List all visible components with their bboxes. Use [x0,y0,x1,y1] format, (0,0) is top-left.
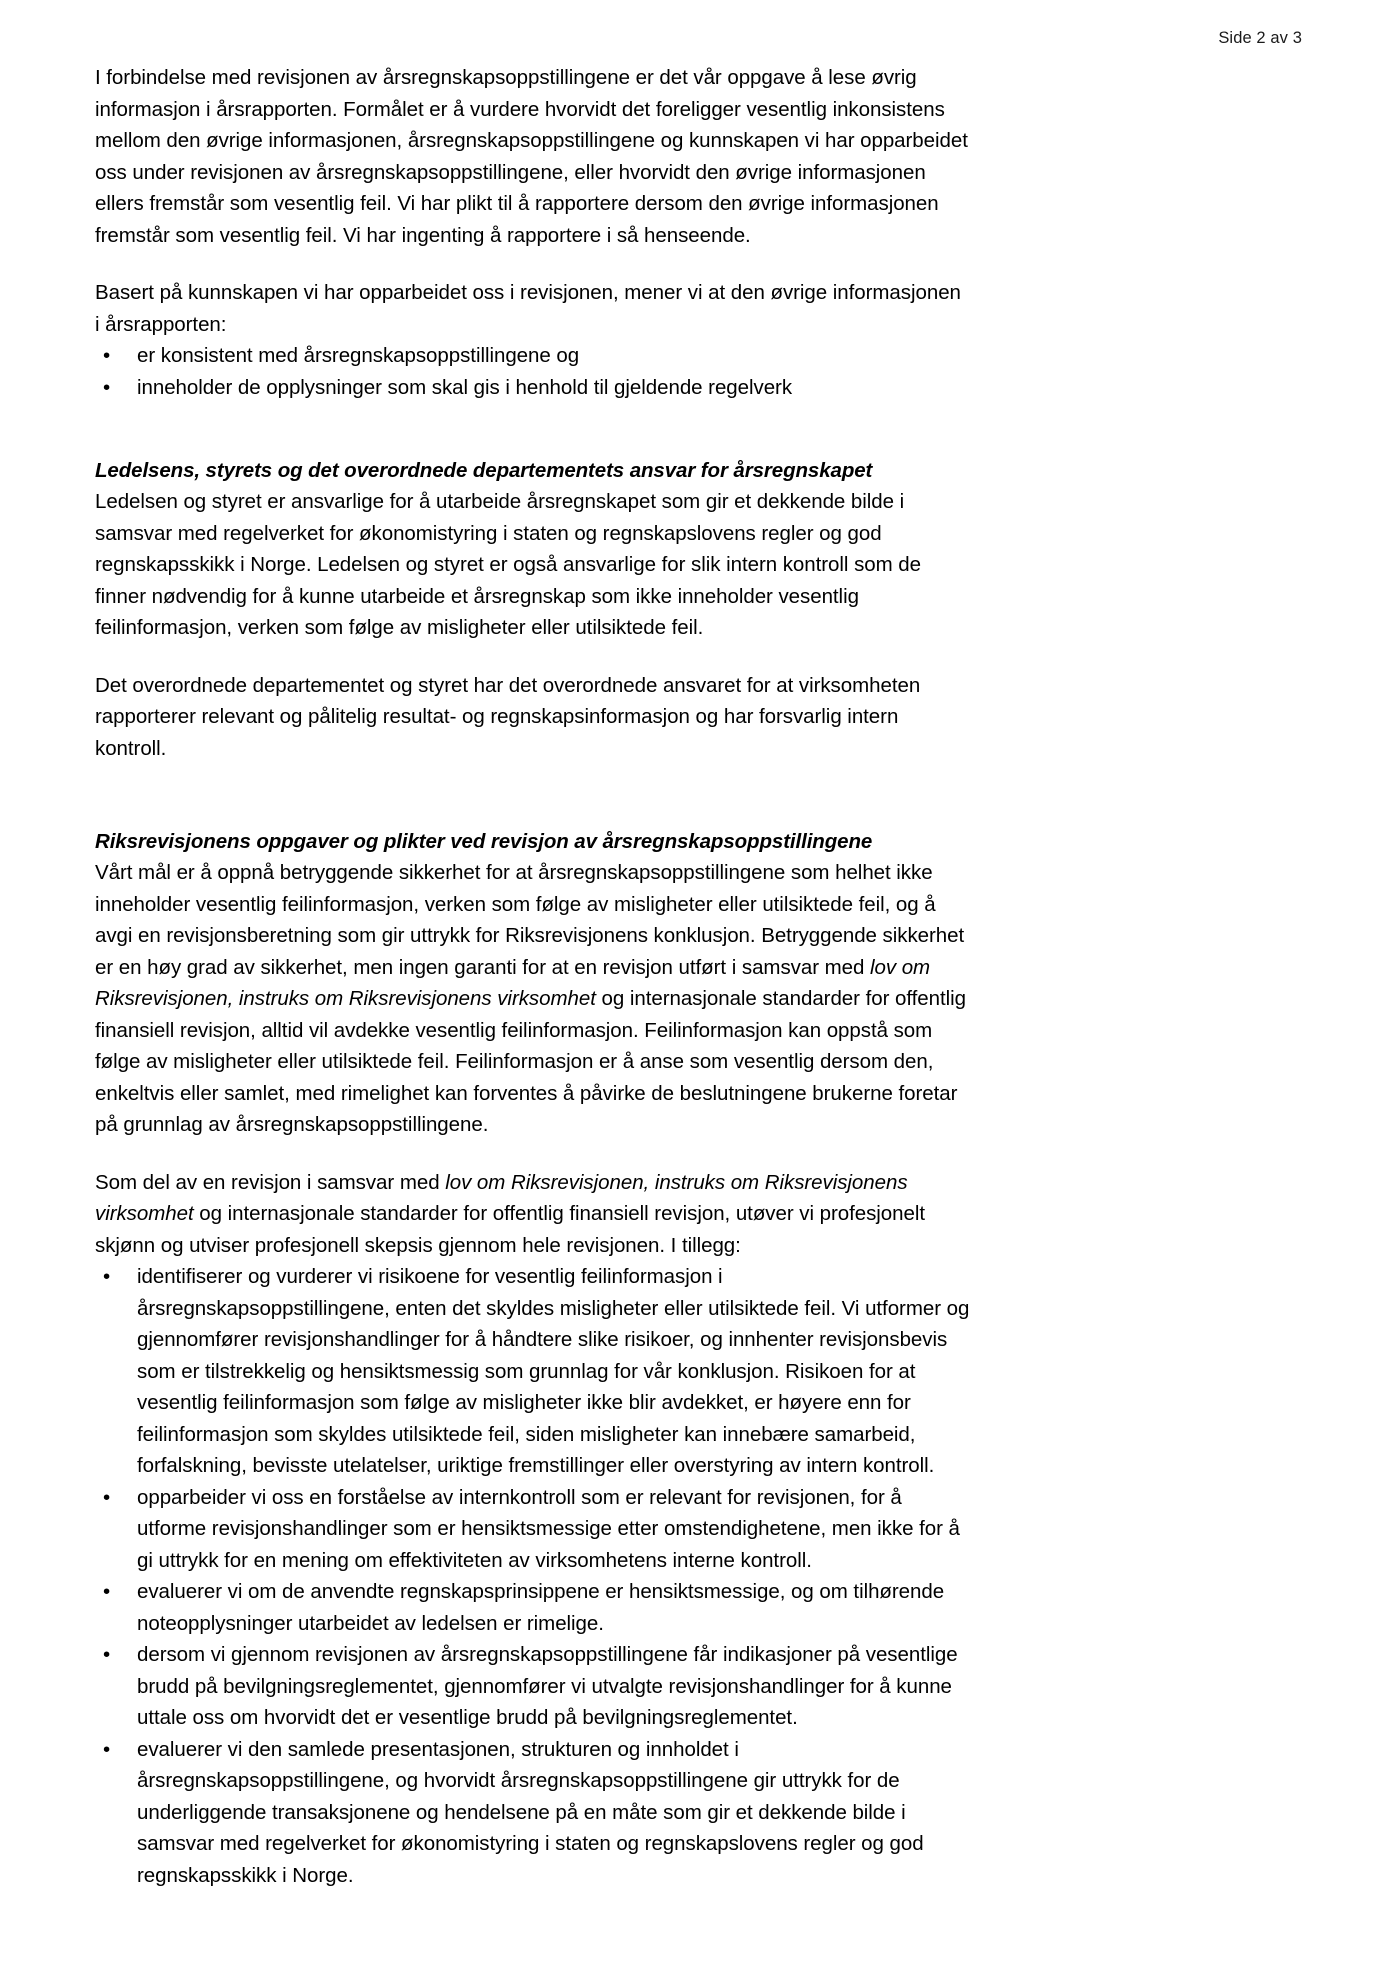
list-item [95,1639,971,1734]
bullet-icon: • [103,375,111,399]
list-item-label: dersom vi gjennom revisjonen av årsregnskapsoppstillingene får indikasjoner på vesentlige brudd på bevilgningsreglementet, gjennomfører vi utvalgte revisjonshandlinger for å kunne uttale oss om hvorvidt det er vesentlige brudd på bevilgningsreglementet. [137,1643,958,1729]
paragraph-ministry-responsibility: Det overordnede departementet og styret har det overordnede ansvaret for at virksomheten rapporterer relevant og pålitelig resultat- og regnskapsinformasjon og har forsvarlig intern kontroll. [95,673,921,760]
spacer [95,644,971,670]
spacer [95,251,971,277]
list-other-information-conclusions [95,340,971,403]
list-audit-procedures [95,1261,971,1891]
bullet-icon: • [103,1643,111,1666]
bullet-icon: • [103,1737,111,1761]
paragraph-other-information: I forbindelse med revisjonen av årsregnskapsoppstillingene er det vår oppgave å lese øvrig informasjon i årsrapporten. Formålet er å vurdere hvorvidt det foreligger vesentlig inkonsistens mellom den øvrige informasjonen, årsregnskapsoppstillingene og kunnskapen vi har opparbeidet oss under revisjonen av årsregnskapsoppstillingene, eller hvorvidt den øvrige informasjonen ellers fremstår som vesentlig feil. Vi har plikt til å rapportere dersom den øvrige informasjonen fremstår som vesentlig feil. Vi har ingenting å rapportere i så henseende. [95,66,968,247]
bullet-icon: • [103,1485,111,1509]
spacer [95,1141,971,1167]
section-heading-auditor-responsibility: Riksrevisjonens oppgaver og plikter ved revisjon av årsregnskapsoppstillingene [95,830,873,853]
list-item-label: opparbeider vi oss en forståelse av internkontroll som er relevant for revisjonen, for å utforme revisjonshandlinger som er hensiktsmessige etter omstendighetene, men ikke for å gi uttrykk for en mening om effektiviteten av virksomhetens interne kontroll. [137,1485,960,1572]
bullet-icon: • [103,1580,111,1603]
spacer [95,403,971,455]
paragraph-management-responsibility: Ledelsen og styret er ansvarlige for å utarbeide årsregnskapet som gir et dekkende bilde i samsvar med regelverket for økonomistyring i staten og regnskapslovens regler og god regnskapsskikk i Norge. Ledelsen og styret er også ansvarlige for slik intern kontroll som de finner nødvendig for å kunne utarbeide et årsregnskap som ikke inneholder vesentlig feilinformasjon, verken som følge av misligheter eller utilsiktede feil. [95,490,921,639]
paragraph-auditor-objectives [95,857,971,1141]
paragraph-audit-scope-intro [95,1167,971,1262]
list-item [95,372,971,404]
list-item [95,1576,971,1639]
list-item [95,340,971,372]
bullet-icon: • [103,1265,111,1288]
document-body [95,62,971,1891]
section-heading-management-responsibility: Ledelsens, styrets og det overordnede departementets ansvar for årsregnskapet [95,459,873,482]
bullet-icon: • [103,344,111,367]
paragraph-text-part: Som del av en revisjon i samsvar med [95,1170,446,1194]
page-number-header: Side 2 av 3 [1218,29,1302,47]
law-reference-italic: lov om Riksrevisjonen, instruks om Riksrevisjonens virksomhet [95,955,931,1010]
list-item-label: identifiserer og vurderer vi risikoene for vesentlig feilinformasjon i årsregnskapsoppstillingene, enten det skyldes misligheter eller utilsiktede feil. Vi utformer og gjennomfører revisjonshandlinger for å håndtere slike risikoer, og innhenter revisjonsbevis som er tilstrekkelig og hensiktsmessig som grunnlag for vår konklusjon. Risikoen for at vesentlig feilinformasjon som følge av misligheter ikke blir avdekket, er høyere enn for feilinformasjon som skyldes utilsiktede feil, siden misligheter kan innebære samarbeid, forfalskning, bevisste utelatelser, uriktige fremstillinger eller overstyring av intern kontroll. [137,1265,970,1477]
list-item-label: er konsistent med årsregnskapsoppstillingene og [137,344,580,367]
list-item [95,1482,971,1577]
paragraph-text-part: og internasjonale standarder for offentlig finansiell revisjon, utøver vi profesjonelt skjønn og utviser profesjonell skepsis gjennom hele revisjonen. I tillegg: [95,1202,926,1257]
list-item [95,1734,971,1892]
paragraph-conclusion-intro: Basert på kunnskapen vi har opparbeidet oss i revisjonen, mener vi at den øvrige informasjonen i årsrapporten: [95,281,961,336]
list-item-label: inneholder de opplysninger som skal gis i henhold til gjeldende regelverk [137,375,793,399]
law-reference-italic: lov om Riksrevisjonen, instruks om Riksrevisjonens virksomhet [95,1170,908,1225]
list-item-label: evaluerer vi om de anvendte regnskapsprinsippene er hensiktsmessige, og om tilhørende noteopplysninger utarbeidet av ledelsen er rimelige. [137,1580,945,1635]
spacer [95,764,971,826]
paragraph-text-part: Vårt mål er å oppnå betryggende sikkerhet for at årsregnskapsoppstillingene som helhet ikke inneholder vesentlig feilinformasjon, verken som følge av misligheter eller utilsiktede feil, og å avgi en revisjonsberetning som gir uttrykk for Riksrevisjonens konklusjon. Betryggende sikkerhet er en høy grad av sikkerhet, men ingen garanti for at en revisjon utført i samsvar med [95,861,965,979]
paragraph-text-part: og internasjonale standarder for offentlig finansiell revisjon, alltid vil avdekke vesentlig feilinformasjon. Feilinformasjon kan oppstå som følge av misligheter eller utilsiktede feil. Feilinformasjon er å anse som vesentlig dersom den, enkeltvis eller samlet, med rimelighet kan forventes å påvirke de beslutningene brukerne foretar på grunnlag av årsregnskapsoppstillingene. [95,987,966,1136]
list-item-label: evaluerer vi den samlede presentasjonen, strukturen og innholdet i årsregnskapsoppstillingene, og hvorvidt årsregnskapsoppstillingene gir uttrykk for de underliggende transaksjonene og hendelsene på en måte som gir et dekkende bilde i samsvar med regelverket for økonomistyring i staten og regnskapslovens regler og god regnskapsskikk i Norge. [137,1737,924,1887]
list-item [95,1261,971,1482]
